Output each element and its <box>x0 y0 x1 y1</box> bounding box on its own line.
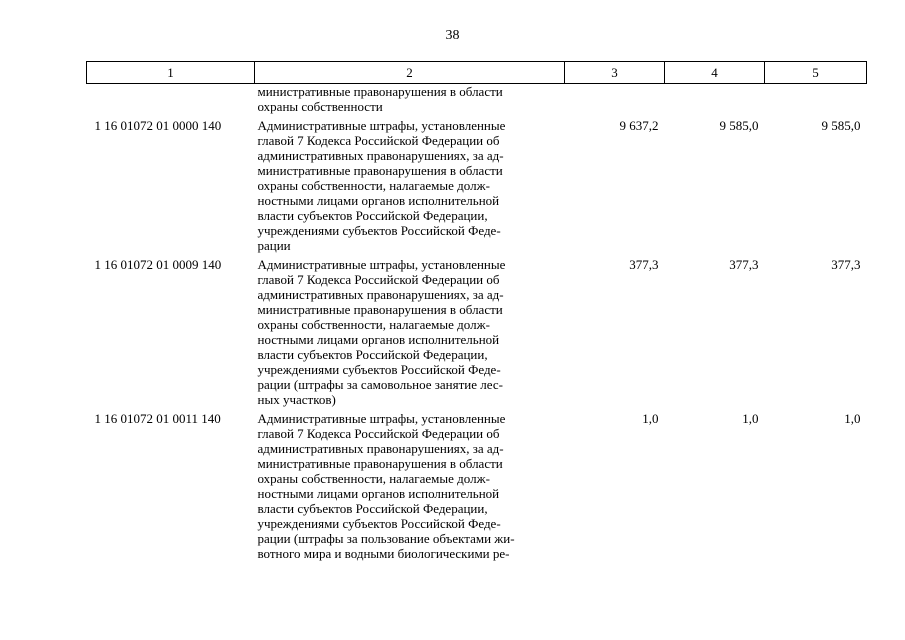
value-col5: 1,0 <box>844 411 861 426</box>
column-header-5: 5 <box>765 62 867 84</box>
row-description: Административные штрафы, установленные главой 7 Кодекса Российской Федерации об административных правонарушениях, за ад- министративные правонарушения в области охраны собственности, налагаемые долж- ностными лицами органов исполнительной власти субъектов Российской Федерации, учреждениями субъектов Российской Феде- рации (штрафы за самовольное занятие лес- ных участков) <box>257 257 506 407</box>
column-header-2: 2 <box>255 62 565 84</box>
value-col3: 9 637,2 <box>619 118 659 133</box>
value-col3: 377,3 <box>629 257 659 272</box>
value-col3: 1,0 <box>642 411 659 426</box>
value-col4: 1,0 <box>742 411 759 426</box>
classification-code: 1 16 01072 01 0011 140 <box>94 411 221 426</box>
continuation-code-cell <box>87 84 255 115</box>
row-description: Административные штрафы, установленные главой 7 Кодекса Российской Федерации об административных правонарушениях, за ад- министративные правонарушения в области охраны собственности, налагаемые долж- ностными лицами органов исполнительной власти субъектов Российской Федерации, учреждениями субъектов Российской Феде- рации (штрафы за пользование объектами жи- вотного мира и водными биологическими ре- <box>257 411 515 561</box>
page-number: 38 <box>445 28 460 43</box>
table-row <box>87 118 867 253</box>
column-header-4: 4 <box>665 62 765 84</box>
budget-table <box>86 61 867 561</box>
column-header-3: 3 <box>565 62 665 84</box>
classification-code: 1 16 01072 01 0000 140 <box>94 118 222 133</box>
value-col5: 377,3 <box>831 257 861 272</box>
continuation-description: министративные правонарушения в области охраны собственности <box>257 84 503 114</box>
continuation-row <box>87 84 867 115</box>
value-col4: 377,3 <box>729 257 759 272</box>
classification-code: 1 16 01072 01 0009 140 <box>94 257 222 272</box>
value-col4: 9 585,0 <box>719 118 759 133</box>
value-col5: 9 585,0 <box>821 118 861 133</box>
column-header-1: 1 <box>87 62 255 84</box>
table-header <box>87 62 867 84</box>
table-body <box>87 84 867 562</box>
header-row <box>87 62 867 84</box>
row-description: Административные штрафы, установленные главой 7 Кодекса Российской Федерации об административных правонарушениях, за ад- министративные правонарушения в области охраны собственности, налагаемые долж- ностными лицами органов исполнительной власти субъектов Российской Федерации, учреждениями субъектов Российской Феде- рации <box>257 118 506 253</box>
table-row <box>87 257 867 407</box>
table-row <box>87 411 867 561</box>
